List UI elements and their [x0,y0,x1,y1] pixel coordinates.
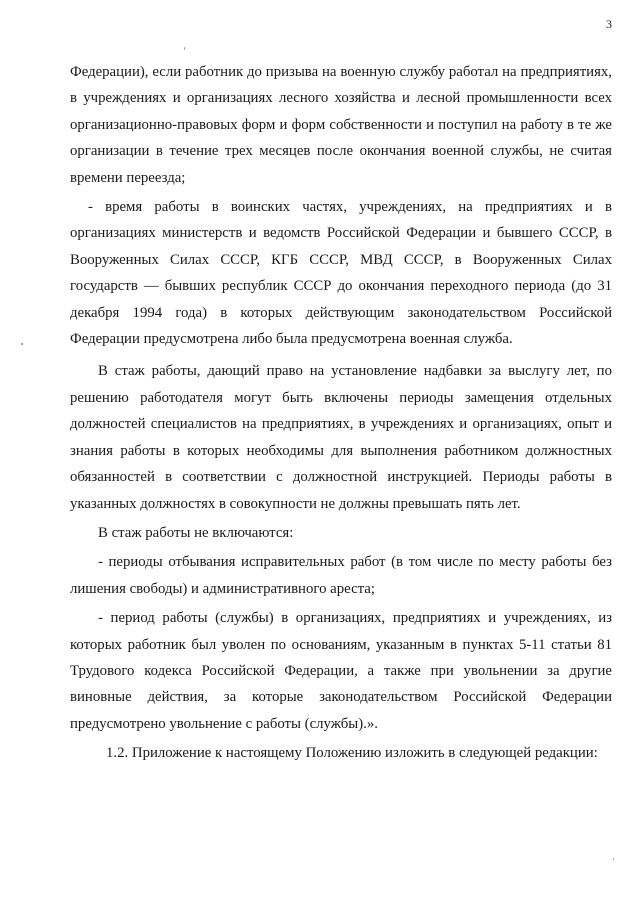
paragraph-appendix-amendment: 1.2. Приложение к настоящему Положению изложить в следующей редакции: [106,745,598,762]
paragraph-correctional-labor: - периоды отбывания исправительных работ (в том числе по месту работы без лишения свободы) и административного ареста; [70,554,612,597]
page-number: 3 [606,17,612,31]
paragraph-specialist-positions: В стаж работы, дающий право на установление надбавки за выслугу лет, по решению работодателя могут быть включены периоды замещения отдельных должностей специалистов на предприятиях, в учреждениях и организациях, опыт и знания работы в которых необходимы для выполнения работником должностных обязанностей в соответствии с должностной инструкцией. Периоды работы в указанных должностях в совокупности не должны превышать пять лет. [70,363,612,512]
paragraph-military-service-continuation: Федерации), если работник до призыва на военную службу работал на предприятиях, в учреждениях и организациях лесного хозяйства и лесной промышленности всех организационно-правовых форм и форм собственности и поступил на работу в те же организации в течение трех месяцев после окончания военной службы, не считая времени переезда; [70,64,612,186]
document-body [70,59,612,767]
scan-speck [613,858,614,860]
scan-speck [21,343,23,345]
scan-speck [184,47,185,50]
paragraph-excluded-heading: В стаж работы не включаются: [98,524,294,541]
paragraph-military-units-service: - время работы в воинских частях, учреждениях, на предприятиях и в организациях министерств и ведомств Российской Федерации и бывшего СССР, в Вооруженных Силах СССР, КГБ СССР, МВД СССР, в Вооруженных Силах государств — бывших республик СССР до окончания переходного периода (до 31 декабря 1994 года) в которых действующим законодательством Российской Федерации предусмотрена либо была предусмотрена военная служба. [70,199,612,348]
paragraph-dismissal-grounds: - период работы (службы) в организациях, предприятиях и учреждениях, из которых работник был уволен по основаниям, указанным в пунктах 5-11 статьи 81 Трудового кодекса Российской Федерации, а также при увольнении за другие виновные действия, за которые законодательством Российской Федерации предусмотрено увольнение с работы (службы).». [70,610,612,732]
